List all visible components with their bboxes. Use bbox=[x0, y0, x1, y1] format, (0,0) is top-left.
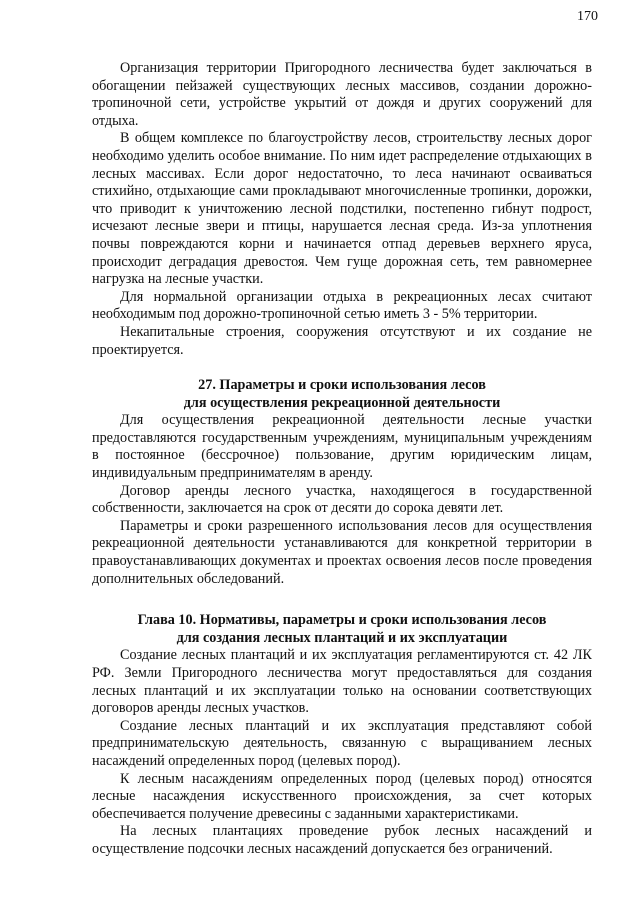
paragraph: К лесным насаждениям определенных пород (целевых пород) относятся лесные насаждения искусственного происхождения, за счет которых обеспечивается получение древесины с заданными характеристиками. bbox=[92, 770, 592, 822]
intro-section bbox=[92, 60, 592, 359]
chapter-heading-line-1: Глава 10. Нормативы, параметры и сроки использования лесов bbox=[137, 612, 547, 629]
paragraph: Организация территории Пригородного лесничества будет заключаться в обогащении пейзажей существующих лесных массивов, создании дорожно-тропиночной сети, устройстве укрытий от дождя и других сооружений для отдыха. bbox=[92, 60, 592, 129]
paragraph: Для нормальной организации отдыха в рекреационных лесах считают необходимым под дорожно-тропиночной сетью иметь 3 - 5% территории. bbox=[92, 288, 592, 323]
section-heading-line-2: для осуществления рекреационной деятельности bbox=[183, 394, 501, 411]
section-27 bbox=[92, 377, 592, 588]
section-heading-line-1: 27. Параметры и сроки использования лесов bbox=[198, 377, 486, 394]
paragraph: Некапитальные строения, сооружения отсутствуют и их создание не проектируется. bbox=[92, 323, 592, 358]
paragraph: Создание лесных плантаций и их эксплуатация регламентируются ст. 42 ЛК РФ. Земли Пригородного лесничества могут предоставляться для создания лесных плантаций и их эксплуатации только на основании соответствующих договоров аренды лесных участков. bbox=[92, 647, 592, 717]
paragraph: Для осуществления рекреационной деятельности лесные участки предоставляются государственным учреждениям, муниципальным учреждениям в постоянное (бессрочное) пользование, другим юридическим лицам, индивидуальным предпринимателям в аренду. bbox=[92, 412, 592, 482]
chapter-10 bbox=[92, 612, 592, 858]
paragraph: В общем комплексе по благоустройству лесов, строительству лесных дорог необходимо уделить особое внимание. По ним идет распределение отдыхающих в лесных массивах. Если дорог недостаточно, то леса начинают осваиваться стихийно, отдыхающие сами прокладывают многочисленные тропинки, дорожки, что приводит к уничтожению лесной подстилки, постепенно гибнут подрост, исчезают лесные звери и птицы, нарушается лесная среда. Из-за уплотнения почвы повреждаются корни и начинается отпад деревьев верхнего яруса, происходит деградация древостоя. Чем гуще дорожная сеть, тем равномернее нагрузка на лесные участки. bbox=[92, 130, 592, 288]
page-number: 170 bbox=[577, 9, 598, 24]
document-body bbox=[92, 60, 592, 859]
paragraph: Создание лесных плантаций и их эксплуатация представляют собой предпринимательскую деятельность, связанную с выращиванием лесных насаждений определенных пород (целевых пород). bbox=[92, 717, 592, 769]
paragraph: Параметры и сроки разрешенного использования лесов для осуществления рекреационной деятельности устанавливаются для конкретной территории в правоустанавливающих документах и проектах освоения лесов после проведения дополнительных обследований. bbox=[92, 517, 592, 587]
paragraph: Договор аренды лесного участка, находящегося в государственной собственности, заключается на срок от десяти до сорока девяти лет. bbox=[92, 482, 592, 517]
paragraph: На лесных плантациях проведение рубок лесных насаждений и осуществление подсочки лесных насаждений допускается без ограничений. bbox=[92, 823, 592, 857]
chapter-heading-line-2: для создания лесных плантаций и их эксплуатации bbox=[176, 629, 508, 646]
